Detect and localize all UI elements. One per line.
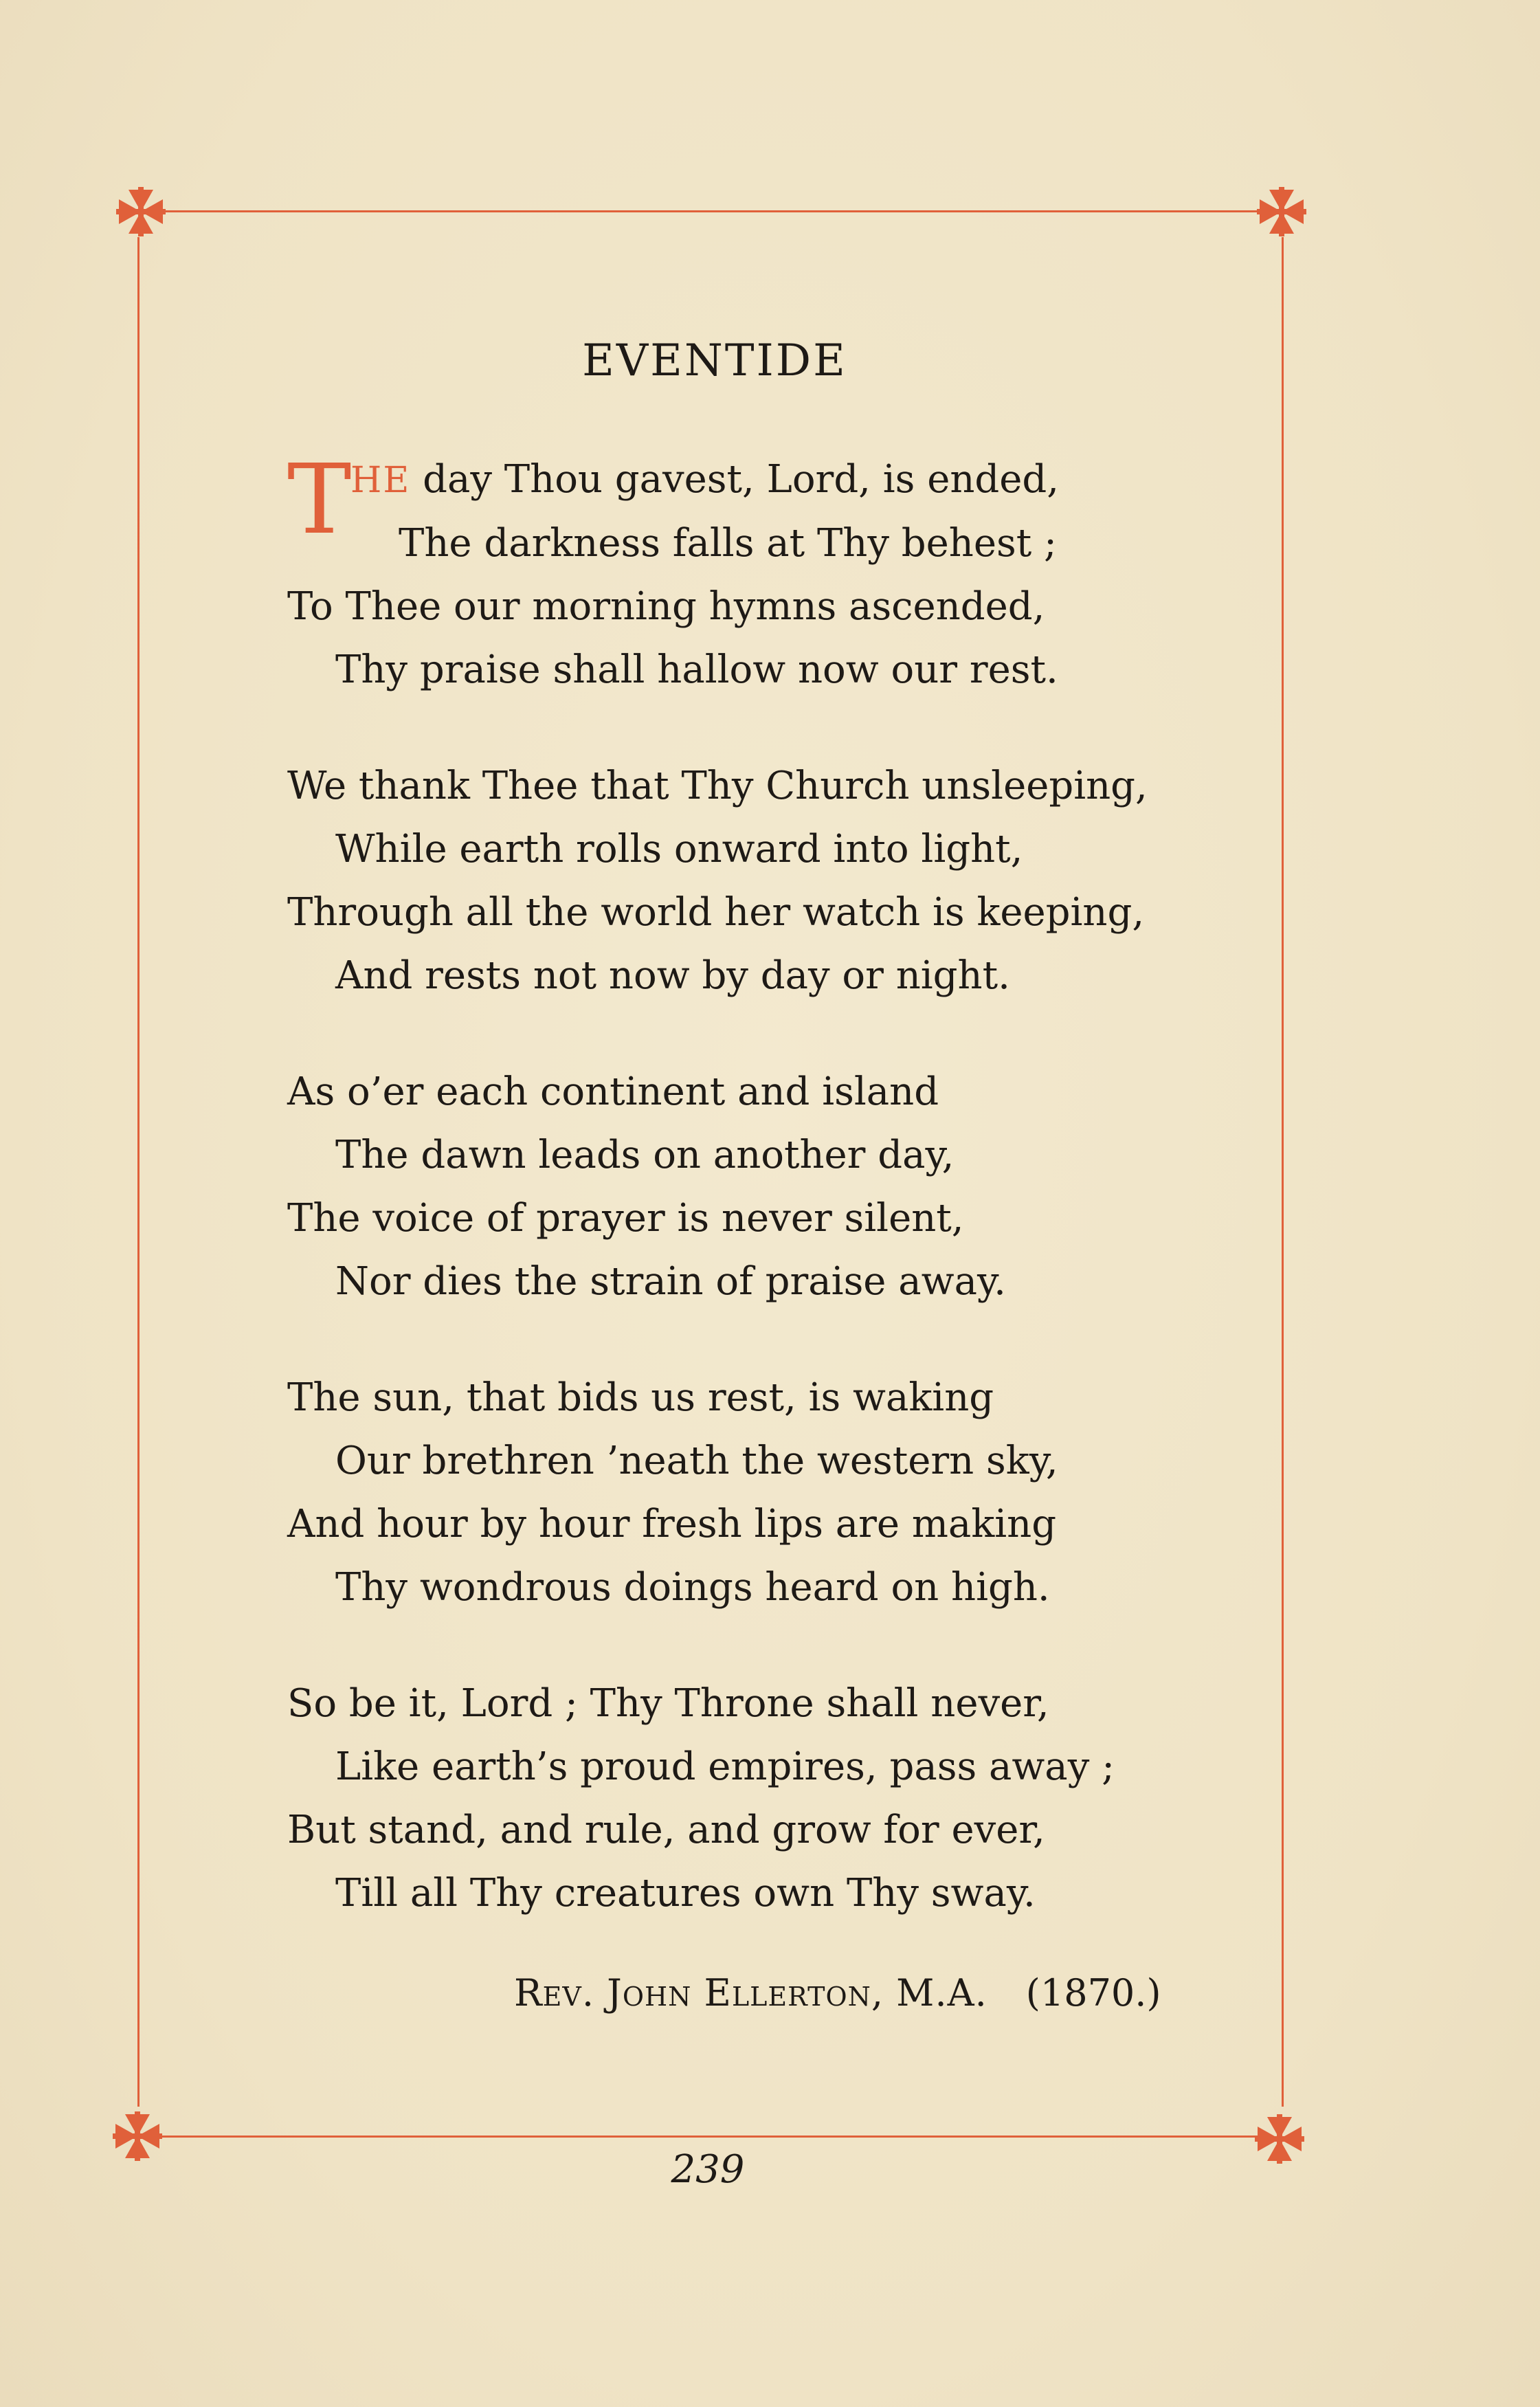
poem-line: So be it, Lord ; Thy Throne shall never,	[287, 1681, 1049, 1726]
maltese-cross-icon	[113, 184, 168, 239]
poem-line: The voice of prayer is never silent,	[287, 1196, 964, 1241]
poem-line: And rests not now by day or night.	[335, 953, 1010, 998]
author-name: Rev. John Ellerton, M.A.	[514, 1971, 987, 2015]
attribution	[514, 1971, 1161, 2015]
publication-year: (1870.)	[1025, 1971, 1161, 2015]
stanza	[287, 755, 1263, 1008]
stanza	[287, 1366, 1263, 1619]
border-rule-bottom	[158, 2136, 1258, 2138]
poem-line: To Thee our morning hymns ascended,	[287, 584, 1045, 629]
drop-cap: T	[287, 444, 352, 556]
poem-line: Thy wondrous doings heard on high.	[335, 1565, 1050, 1610]
poem-line: Our brethren ’neath the western sky,	[335, 1439, 1058, 1483]
poem-title: EVENTIDE	[582, 335, 847, 386]
poem-line: Till all Thy creatures own Thy sway.	[335, 1871, 1036, 1916]
drop-cap-rest: HE	[350, 460, 411, 501]
poem-line: The dawn leads on another day,	[335, 1133, 955, 1177]
poem-line: But stand, and rule, and grow for ever,	[287, 1808, 1045, 1852]
first-line-rest: day Thou gavest, Lord, is ended,	[423, 457, 1060, 502]
border-rule-top	[158, 210, 1258, 212]
poem-line: Through all the world her watch is keeping,	[287, 890, 1145, 935]
poem-line: The darkness falls at Thy behest ;	[399, 521, 1057, 566]
poem-line: And hour by hour fresh lips are making	[287, 1502, 1057, 1546]
poem-line: Nor dies the strain of praise away.	[335, 1259, 1006, 1304]
stanza	[287, 1061, 1263, 1313]
poem-body	[287, 444, 1263, 1978]
stanza	[287, 1672, 1263, 1925]
maltese-cross-icon	[1254, 184, 1309, 239]
border-rule-right	[1282, 237, 1284, 2107]
poem-line: Like earth’s proud empires, pass away ;	[335, 1744, 1115, 1789]
poem-line: The sun, that bids us rest, is waking	[287, 1375, 994, 1420]
poem-line: As o’er each continent and island	[287, 1069, 939, 1114]
stanza	[287, 444, 1263, 702]
poem-line: We thank Thee that Thy Church unsleeping,	[287, 764, 1148, 808]
first-line-text	[287, 457, 1059, 502]
poem-line: Thy praise shall hallow now our rest.	[335, 647, 1058, 692]
page-number: 239	[671, 2147, 745, 2192]
border-rule-left	[137, 237, 140, 2107]
poem-line: While earth rolls onward into light,	[335, 827, 1023, 872]
